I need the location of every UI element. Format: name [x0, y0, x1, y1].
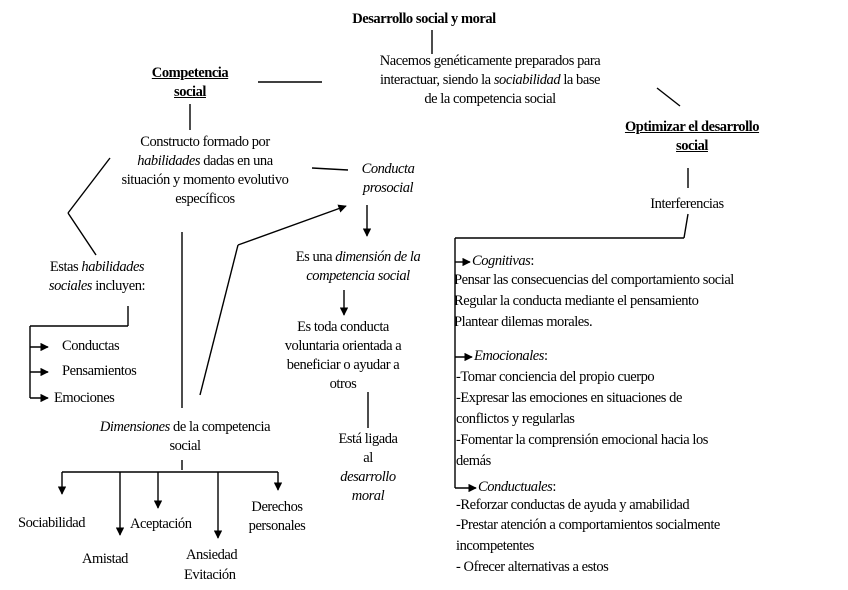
- habilidades-line-2: [12, 277, 182, 296]
- competencia-def-line-2-end: dadas en una: [200, 153, 273, 169]
- optimizar-title: [582, 118, 802, 156]
- prosocial-def-line-1: Es toda conducta: [297, 319, 389, 335]
- dimensiones-label: [60, 418, 310, 456]
- sociales-em: sociales: [48, 278, 93, 294]
- derechos-line-1: Derechos: [251, 499, 303, 515]
- emocionales-colon: :: [543, 348, 548, 364]
- dimensiones-line-1: [60, 418, 310, 437]
- intro-line-2: [320, 71, 660, 90]
- prosocial-def-line-3: beneficiar o ayudar a: [286, 357, 400, 373]
- conductual-item: - Ofrecer alternativas a estos: [456, 559, 609, 575]
- optimizar-title-line-2: social: [676, 138, 708, 154]
- cognitiva-item: Pensar las consecuencias del comportamiento social: [454, 272, 734, 288]
- conductuales-label: Conductuales: [478, 479, 553, 495]
- habilidades-line-1-start: Estas: [49, 259, 82, 275]
- moral-line-3: desarrollo: [340, 469, 396, 485]
- conductual-item: -Reforzar conductas de ayuda y amabilidad: [456, 497, 690, 513]
- arrow-to-prosocial: [238, 206, 346, 245]
- habilidad-item: Emociones: [54, 390, 115, 406]
- competencia-def-line-4: específicos: [175, 191, 235, 207]
- prosocial-title-line-2: prosocial: [362, 180, 414, 196]
- cognitivas-colon: :: [530, 253, 534, 269]
- emocional-item: conflictos y regularlas: [456, 411, 575, 427]
- dimensiones-line-2: social: [169, 438, 201, 454]
- dimensiones-em: Dimensiones: [99, 419, 170, 435]
- connector-def-habilidades-b: [68, 213, 96, 255]
- emocional-item: demás: [456, 453, 491, 469]
- competencia-habilidades: habilidades: [137, 153, 201, 169]
- conductual-item: -Prestar atención a comportamientos socialmente: [456, 517, 720, 533]
- optimizar-title-line-1: Optimizar el desarrollo: [624, 119, 760, 135]
- moral-line-1: Está ligada: [338, 431, 398, 447]
- intro-line-2-start: interactuar, siendo la: [379, 72, 494, 88]
- competencia-social-title: [120, 64, 260, 102]
- competencia-definition: [90, 133, 320, 209]
- moral-line-2: al: [363, 450, 373, 466]
- conductual-item: incompetentes: [456, 538, 534, 554]
- cognitivas-heading: [472, 252, 534, 271]
- cognitiva-item: Regular la conducta mediante el pensamiento: [454, 293, 699, 309]
- dimension-item: Sociabilidad: [18, 515, 86, 531]
- dimension-item-derechos: [232, 498, 322, 536]
- cognitiva-item: Plantear dilemas morales.: [454, 314, 593, 330]
- emocional-item: -Fomentar la comprensión emocional hacia los: [456, 432, 708, 448]
- competencia-def-line-3: situación y momento evolutivo: [121, 172, 289, 188]
- prosocial-dim-em-1: dimensión de la: [335, 249, 421, 265]
- page-title: Desarrollo social y moral: [352, 11, 496, 27]
- habilidad-item: Pensamientos: [62, 363, 137, 379]
- prosocial-dim-line-1-start: Es una: [295, 249, 336, 265]
- moral-line-4: moral: [351, 488, 385, 504]
- dimension-item: Aceptación: [130, 516, 192, 532]
- intro-line-1: Nacemos genéticamente preparados para: [379, 53, 601, 69]
- habilidad-item: Conductas: [62, 338, 120, 354]
- competencia-title-line-1: Competencia: [151, 65, 229, 81]
- derechos-line-2: personales: [248, 518, 306, 534]
- dimension-item: Amistad: [82, 551, 128, 567]
- habilidades-intro: [12, 258, 182, 296]
- prosocial-def-line-2: voluntaria orientada a: [284, 338, 402, 354]
- competencia-title-line-2: social: [174, 84, 206, 100]
- habilidades-line-2-end: incluyen:: [92, 278, 146, 294]
- dimension-item: Evitación: [184, 567, 236, 583]
- prosocial-dim-line-2: competencia social: [306, 268, 410, 284]
- intro-sociabilidad: sociabilidad: [493, 72, 561, 88]
- prosocial-title-line-1: Conducta: [361, 161, 415, 177]
- emocionales-heading: [474, 347, 548, 366]
- prosocial-def-line-4: otros: [329, 376, 357, 392]
- habilidades-em: habilidades: [81, 259, 145, 275]
- intro-line-2-end: la base: [560, 72, 601, 88]
- emocional-item: -Expresar las emociones en situaciones de: [456, 390, 682, 406]
- competencia-def-line-1: Constructo formado por: [140, 134, 270, 150]
- competencia-def-line-2: [90, 152, 320, 171]
- habilidades-line-1: [12, 258, 182, 277]
- connector-intro-optimizar: [657, 88, 680, 106]
- prosocial-definition: [248, 318, 438, 394]
- dimension-item: Ansiedad: [186, 547, 238, 563]
- cognitivas-label: Cognitivas: [472, 253, 531, 269]
- conducta-prosocial-title: [338, 160, 438, 198]
- conductuales-heading: [478, 478, 556, 497]
- intro-line-3: de la competencia social: [424, 91, 556, 107]
- connector-interferencias-down: [684, 214, 688, 238]
- emocional-item: -Tomar conciencia del propio cuerpo: [456, 369, 655, 385]
- dimensiones-line-1-end: de la competencia: [169, 419, 271, 435]
- prosocial-dimension: [258, 248, 458, 286]
- prosocial-moral: [318, 430, 418, 506]
- intro-text: [320, 52, 660, 109]
- prosocial-dim-line-1: [258, 248, 458, 267]
- connector-dimensiones-up: [200, 245, 238, 395]
- conductuales-colon: :: [552, 479, 556, 495]
- emocionales-label: Emocionales: [474, 348, 544, 364]
- interferencias-label: Interferencias: [650, 196, 724, 212]
